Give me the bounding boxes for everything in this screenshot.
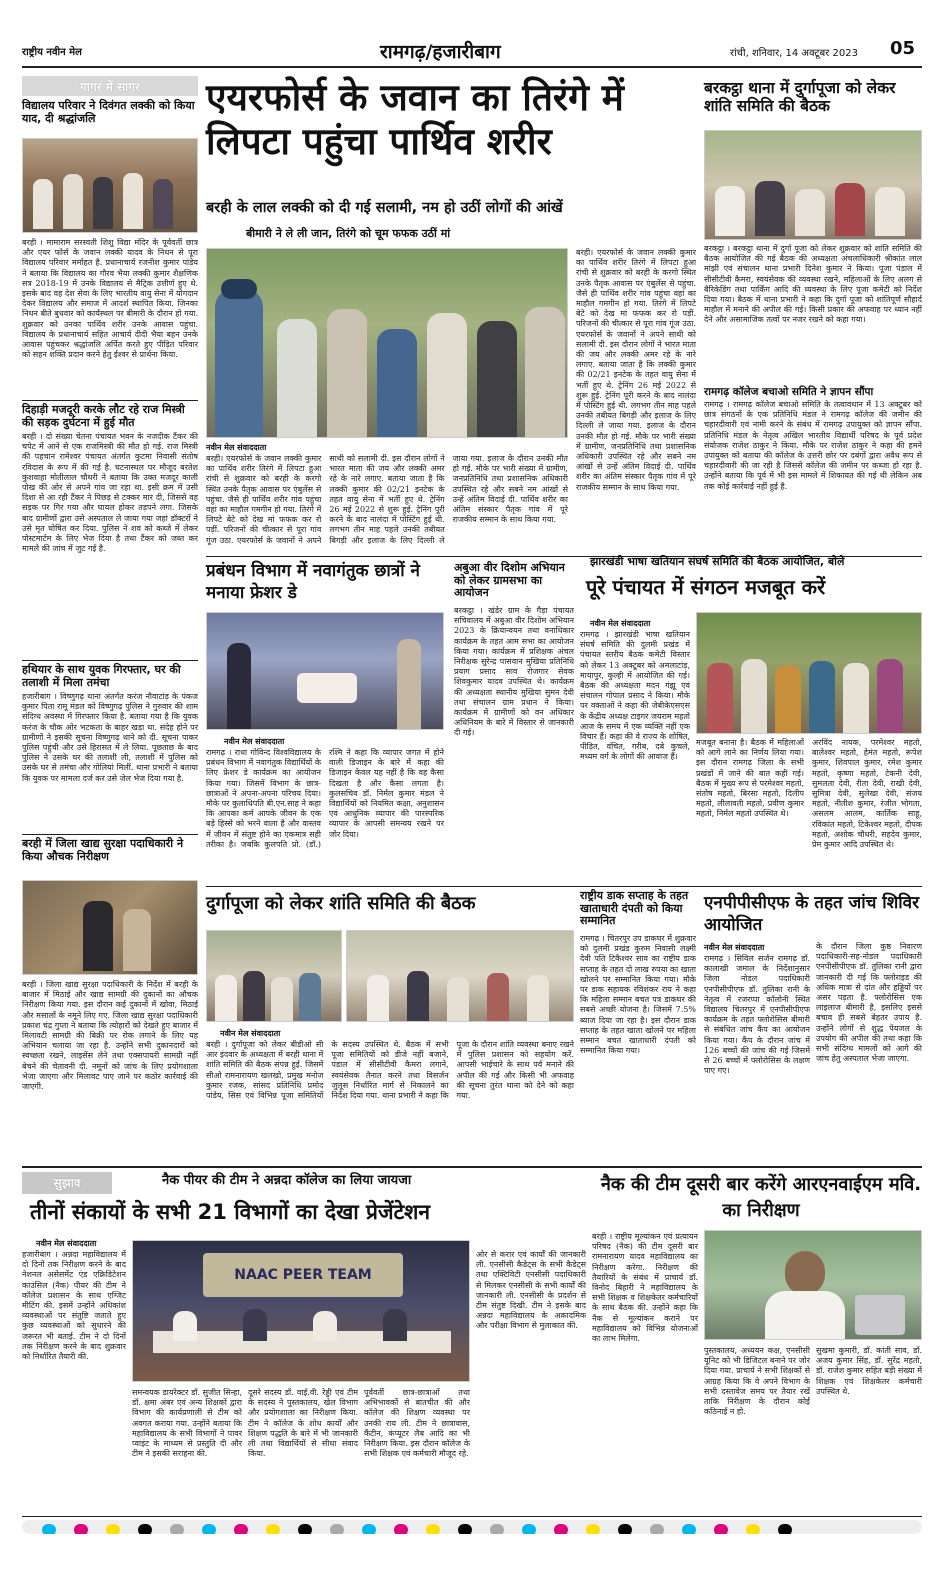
barkatha-meeting-photo (704, 130, 922, 240)
page-number: 05 (890, 38, 916, 59)
footer-rule (22, 1516, 922, 1517)
left-story1-body: बरही । मामाराम सरस्वती शिशु विद्या मंदिर के पूर्ववर्ती छात्र और एयर फोर्स के जवान लक्की यादव के निधन से पूरा विद्यालय परिवार मर्माहत है. प्रधानाचार्य रजनीश कुमार पांडेय ने बताया कि विद्यालय का गौरव भैया लक्की कुमार शैक्षणिक सत्र 2018-19 में उनके विद्यालय से मैट्रिक उत्तीर्ण हुए थे. इसके बाद वह देश सेवा के लिए भारतीय वायु सेना में योगदान देकर विद्यालय और समाज में आदर्श स्थापित किया. जिनका निधन बीते बुधवार को कार्यस्थल पर बीमारी के दौरान हो गया. शुक्रवार को उनका पार्थिव शरीर उनके आवास पहुंचा. विद्यालय के प्रधानाचार्य सहित आचार्य दीदी भैया बहन उनके आवास पहुंचकर श्रद्धांजलि अर्पित करते हुए पीड़ित परिवार को सहन शक्ति प्रदान करने हेतु ईश्वर से प्रार्थना किया. (22, 238, 198, 360)
mid-divider-2 (206, 886, 922, 887)
dak-title: राष्ट्रीय डाक सप्ताह के तहत खाताधारी दंपती को किया सम्मानित (580, 889, 689, 928)
naac-body3: समन्वयक डायरेक्टर डॉ. सुजीत सिन्हा, डॉ. क्षमा अंबर एवं अन्य शिक्षकों द्वारा विभाग की कार्यप्रणाली से टीम को अवगत कराया गया. उन्होंने बताया कि महाविद्यालय के सभी विभागों ने पावर प्वाइंट के माध्यम से प्रस्तुति दी और टीम ने इसकी सराहना की. (132, 1388, 242, 1459)
npf-body1: रामगढ़ । सिविल सर्जन रामगढ़ डॉ. कालाखी जमाल के निर्देशानुसार जिला नोडल पदाधिकारी एनपीसीपीएफ डॉ. तुलिका रानी के नेतृत्व में रजरप्पा कॉलोनी स्थित विद्यालय चितरपुर में एनपीसीपीएफ कार्यक्रम के तहत फ्लोरोसिस बीमारी से संबंधित जांच कैंप का आयोजन किया गया। कैंप के दौरान जांच में 126 बच्चों की जांच की गई जिसमें से 26 बच्चों में फ्लोरोसिस के लक्षण पाए गए। (704, 954, 810, 1076)
food-inspection-photo (22, 880, 198, 975)
left-divider-1 (22, 400, 198, 401)
lead-body-continued-text: बरही। एयरफोर्स के जवान लक्की कुमार का पार्थिव शरीर तिरंगे में लिपटा हुआ रांची से शुक्रवार को बरही के करगो स्थित उनके पैतृक आवास पर एंबुलेंस से पहुंचा. जैसे ही पार्थिव शरीर गांव पहुंचा वहां का माहौल गमगीन हो गया. तिरंगे में लिपटे बेटे को देख मां फफक कर रो पड़ीं. परिजनों की चीत्कार से पूरा गांव गूंज उठा. एयरफोर्स के जवानों ने अपने साथी को सलामी दी. इस दौरान लोगों ने भारत माता की जय और लक्की अमर रहे के नारे लगाए. बताया जाता है कि लक्की कुमार की 02/21 इनटेक के तहत वायु सेना में भर्ती हुए थे. ट्रेनिंग 26 मई 2022 से शुरू हुई. ट्रेनिंग पूरी करने के बाद नालंदा में पोस्टिंग हुई थी. लगभग तीन माह पहले उनकी तबीयत बिगड़ी और इलाज के लिए दिल्ली ले जाया गया. इलाज के दौरान उनकी मौत हो गई. मौके पर भारी संख्या में ग्रामीण, जनप्रतिनिधि तथा प्रशासनिक अधिकारी उपस्थित रहे और सबने नम आंखों से उन्हें अंतिम विदाई दी. पार्थिव शरीर का अंतिम संस्कार पैतृक गांव में पूरे राजकीय सम्मान के साथ किया गया. (576, 248, 696, 492)
left-divider-2 (22, 660, 198, 661)
naac-body2: ओर से करार एवं कार्यों की जानकारी ली. एनसीसी कैडेट्स के सभी कैडेट्स तथा एक्टिविटी एनसीसी पदाधिकारी से मिलकर एनसीसी के सभी कार्यों की जानकारी ली. एनसीसी के प्रदर्शन से टीम संतुष्ट दिखी. टीम ने इसके बाद अन्नदा महाविद्यालय के अकादमिक और परीक्षा विभाग से मुलाकात की. (476, 1250, 586, 1331)
jharkhand-body1: रामगढ़ । झारखंडी भाषा खतियान संघर्ष समिति की दुलमी प्रखंड में पंचायत स्तरीय बैठक कमेटी विस्तार को लेकर 13 अक्टूबर को अमलाटांड़, मायापुर, कुल्ही में आयोजित की गई। बैठक की अध्यक्षता मदन गंझू एवं संचालन गोपाल प्रसाद ने किया। मौके पर वक्ताओं ने कहा की जेबीकेएसएस के केंद्रीय अध्यक्ष टाइगर जयराम महतो आज के समय में एक व्यक्ति नहीं एक विचार हैं। कहा की वे राज्य के शोषित, पीड़ित, वंचित, गरीब, दबे कुचले, मध्यम वर्ग के लोगों की आवाज हैं। (580, 630, 690, 762)
naac-team-photo (132, 1240, 470, 1382)
durga-title: दुर्गापूजा को लेकर शांति समिति की बैठक (206, 893, 476, 914)
naac-banner: NAAC PEER TEAM (203, 1253, 403, 1297)
naac-body5: पूर्ववर्ती छात्र-छात्राओं तथा अभिभावकों से बातचीत की और कॉलेज की शिक्षण व्यवस्था पर उनकी राय ली. टीम ने छात्रावास, कैंटीन, कंप्यूटर लैब आदि का भी निरीक्षण किया. इस दौरान कॉलेज के सभी शिक्षक एवं कर्मचारी मौजूद रहे. (364, 1388, 470, 1459)
durga-meeting-photo (206, 930, 342, 1022)
left-story3-body: हजारीबाग । विष्णुगढ़ थाना अंतर्गत करंज नौवाटांड़ के पंकज कुमार पिता रामू मंडल को विष्णुगढ़ पुलिस ने गुरुवार की शाम संदिग्ध अवस्था में गिरफ्तार किया है. बताया गया है कि युवक करंज के चौक ओर भटकता के बाहर खड़ा था. संदेह होने पर ग्रामीणों ने इसकी सूचना विष्णुगढ़ थाने को दी. सूचना पाकर पुलिस पहुंची और उसे हिरासत में ले लिया. पूछताछ के बाद पुलिस ने उसके घर की तलाशी ली, तलाशी में पुलिस को उसके घर से तमंचा और गोलियां मिलीं. थाना प्रभारी ने बताया कि युवक पर मामला दर्ज कर उसे जेल भेज दिया गया है. (22, 692, 198, 783)
principal-photo (704, 1230, 922, 1340)
fresher-byline: नवीन मेल संवाददाता (224, 737, 285, 746)
paper-logo: राष्ट्रीय नवीन मेल (22, 47, 82, 58)
right1-story2-body: रामगढ़ । रामगढ़ कॉलेज बचाओ समिति के तत्वावधान में 13 अक्टूबर को छात्र संगठनों के एक प्रतिनिधि मंडल ने रामगढ़ कॉलेज की जमीन की चहारदीवारी एवं नामी करने के संबंध में रामगढ़ उपायुक्त को ज्ञापन सौंपा. प्रतिनिधि मंडल के नेतृत्व अखिल भारतीय विद्यार्थी परिषद के पूर्व प्रदेश संयोजक राजेश ठाकुर ने किया. मौके पर राजेश ठाकुर ने कहा की हमने उपायुक्त को बताया की कॉलेज के उत्तरी छोर पर दबंगों द्वारा अवैध रूप से चहारदीवारी की जा रही है जिससे कॉलेज की जमीन पर कब्जा हो रहा है. उन्होंने बताया कि पूर्व में भी इस मामले में शिकायत की गई थी लेकिन अब तक कोई कार्रवाई नहीं हुई है. (704, 400, 922, 491)
right1-body: बरकट्ठा । बरकट्ठा थाना में दुर्गा पूजा को लेकर शुक्रवार को शांति समिति की बैठक आयोजित की गई बैठक की अध्यक्षता अंचलाधिकारी श्रीकांत लाल मांझी एवं संचालन थाना प्रभारी दिनेश कुमार ने किया। पूजा पंडाल में सीसीटीवी कैमरा, स्वयंसेवक की व्यवस्था रखने, महिलाओं के लिए अलग से बैरिकेडिंग तथा पार्किंग आदि की व्यवस्था के लिए पूजा कमेटी को निर्देश दिया गया। बैठक में थाना प्रभारी ने कहा कि दुर्गा पूजा को शांतिपूर्ण सौहार्द माहौल में मनाने की अपील की गई। किसी प्रकार की अफवाह पर ध्यान नहीं देने और असामाजिक तत्वों पर नजर रखने को कहा गया। (704, 244, 922, 325)
npf-body2: के दौरान जिला कुष्ठ निवारण पदाधिकारी-सह-नोडल पदाधिकारी एनपीसीपीएफ डॉ. तुलिका रानी द्वारा जानकारी दी गई कि फ्लोराइड की अधिक मात्रा से दांत और हड्डियों पर असर पड़ता है. फ्लोरोसिस एक लाइलाज बीमारी है, इसलिए इससे बचाव ही सबसे बेहतर उपाय है. उन्होंने लोगों से शुद्ध पेयजल के उपयोग की अपील की तथा कहा कि सभी संदिग्ध मामलों को आगे की जांच हेतु अस्पताल भेजा जाएगा. (816, 942, 922, 1064)
left-divider-3 (22, 834, 198, 835)
lead-subheadline-2: बीमारी ने ले ली जान, तिरंगे को चूम फफक उठीं मां (246, 227, 451, 240)
fresher-body: रामगढ़ । राधा गोविन्द विश्वविद्यालय के प्रबंधन विभाग में नवागंतुक विद्यार्थियों के लिए फ्रेशर डे कार्यक्रम का आयोजन किया गया। जिसमें विभाग के छात्र-छात्राओं ने अपना-अपना परिचय दिया। मौके पर कुलाधिपति बी.एन.साह ने कहा कि आपका कर्म आपके जीवन के एक बड़े हिस्से को भरने वाला है और वास्तव में जीवन में संतुष्ट होने का एकमात्र सही तरीका है। जबकि कुलपति प्रो. (डॉ.) रश्मि ने कहा कि व्यापार जगत में होने वाली डिजाइन के बारे में कहा की डिजाइन केवल यह नहीं है कि वह कैसा दिखता है और कैसा लगता है। कुलसचिव डॉ. निर्मल कुमार मंडल ने विद्यार्थियों को नियमित कक्षा, अनुशासन एवं आधुनिक व्यापार की पारस्परिक व्यापार के आपसी समन्वय रखने पर जोर दिया। (206, 748, 444, 849)
right1-story2-title: रामगढ़ कॉलेज बचाओ समिति ने ज्ञापन सौंपा (704, 386, 874, 398)
naac-byline: नवीन मेल संवाददाता (36, 1239, 97, 1248)
lead-headline: एयरफोर्स के जवान का तिरंगे में लिपटा पहुंचा पार्थिव शरीर (206, 76, 624, 163)
durga-body: बरही । दुर्गापूजा को लेकर बीडीओ सी आर इंदवार के अध्यक्षता में बरही थाना में शांति समिति की बैठक संपन्न हुई. जिसमें सीओ रामनारायण खलखो, प्रमुख मनोज कुमार रजक, सांसद प्रतिनिधि प्रमोद पांडेय, सिस एवं विभिन्न पूजा समितियों के सदस्य उपस्थित थे. बैठक में सभी पूजा समितियों को डीजे नहीं बजाने, पंडाल में सीसीटीवी कैमरा लगाने, स्वयंसेवक तैनात करने तथा विसर्जन जुलूस निर्धारित मार्ग से निकालने का निर्देश दिया गया. थाना प्रभारी ने कहा कि पूजा के दौरान शांति व्यवस्था बनाए रखने में पुलिस प्रशासन को सहयोग करें. आपसी भाईचारे के साथ पर्व मनाने की अपील की गई और किसी भी अफवाह की सूचना तुरंत थाना को देने को कहा गया. (206, 1040, 574, 1101)
jharkhand-kicker: झारखंडी भाषा खतियान संघर्ष समिति की बैठक आयोजित, बोले (590, 555, 845, 568)
left-story3-title: हथियार के साथ युवक गिरफ्तार, घर की तलाशी में मिला तमंचा (22, 663, 181, 689)
nai-body3: सुखमा कुमारी, डॉ. कांती साव, डॉ. अजय कुमार सिंह, डॉ. सुरेंद्र महतो, डॉ. राजेश कुमार सहित बड़ी संख्या में शिक्षक एवं शिक्षकेतर कर्मचारी उपस्थित थे. (816, 1346, 922, 1396)
left-story2-body: बरही । दो संख्या चेतना पंचायत भवन के नजदीक टैंकर की चपेट में आने से एक राजमिस्त्री की मौत हो गई. राज मिस्त्री की पहचान रामेश्वर पंचायत अंतर्गत कुटमा निवासी संतोष रविदास के रूप में की गई है. घटनास्थल पर मौजूद बरतेश कुशवाहा मोतीलाल चौधरी ने बताया कि उक्त मजदूर काली पोख की ओर से अपने गांव जा रहा था. इसी क्रम में उसी दिशा से आ रही टैंकर ने पिछड़ से टक्कर मार दी, जिससे वह सड़क पर गिर गया और घायल होकर तड़पने लगा. जिसके बाद ग्रामीणों द्वारा उसे अस्पताल ले जाया गया जहां डॉक्टरों ने उसे मृत घोषित कर दिया. पुलिस ने शव को कब्जे में लेकर पोस्टमार्टम के लिए भेज दिया है तथा टैंकर को जब्त कर मामले की जांच में जुट गई है. (22, 432, 198, 554)
abua-title: अबुआ वीर दिशोम अभियान को लेकर ग्रामसभा का आयोजन (454, 561, 565, 600)
bottom-divider (22, 1166, 922, 1168)
right1-title: बरकट्ठा थाना में दुर्गापूजा को लेकर शांति समिति की बैठक (704, 79, 896, 115)
nai-body1: बरही । राष्ट्रीय मूल्यांकन एवं प्रत्यायन परिषद (नैक) की टीम दूसरी बार रामनारायण यादव महाविद्यालय का निरीक्षण करेगा. निरीक्षण की तैयारियों के संबंध में प्राचार्य डॉ. विनोद बिहारी ने महाविद्यालय के सभी शिक्षक व शिक्षकेतर कर्मचारियों के साथ बैठक की. उन्होंने कहा कि नैक से मूल्यांकन कराने पर महाविद्यालय को विभिन्न योजनाओं का लाभ मिलेगा. (592, 1232, 698, 1344)
school-tribute-photo (22, 138, 198, 233)
lead-byline: नवीन मेल संवाददाता (206, 443, 267, 452)
naac-title: तीनों संकायों के सभी 21 विभागों का देखा प्रेजेंटेशन (30, 1200, 431, 1224)
abua-body: बरकट्ठा । खंडेर ग्राम के गैड़ा पंचायत सचिवालय में अबुआ वीर दिशोम अभियान 2023 के क्रियान्वयन तथा वनाधिकार कार्यक्रम के तहत आम सभा का आयोजन किया गया। कार्यक्रम में प्रशिक्षक अंचल निरीक्षक सुरेन्द्र पासवान मुखिया प्रतिनिधि प्रयाग प्रसाद साव रोजगार सेवक शिवकुमार यादव उपस्थित थे। कार्यक्रम की अध्यक्षता स्थानीय मुखिया सुमन देवी तथा संचालन ग्राम प्रधान ने किया। कार्यक्रम में ग्रामीणों को वन अधिकार अधिनियम के बारे में विस्तार से जानकारी दी गई। (454, 606, 574, 738)
dak-body: रामगढ़ । चितरपुर उप डाकघर में शुक्रवार को दुलमी प्रखंड कुरुम निवासी लक्ष्मी देवी पति टिकैश्वर साव का राष्ट्रीय डाक सप्ताह के तहत दो लाख रुपया का खाता खोलने पर सम्मानित किया गया। मौके पर डाक सहायक रविशंकर राय ने कहा कि महिला सम्मान बचत पत्र डाकघर की सबसे अच्छी योजना है। जिसमें 7.5% ब्याज दिया जा रहा है। इस दौरान डाक सप्ताह के तहत खाता खोलने पर महिला सम्मान बचत खाताधारी दंपती को सम्मानित किया गया। (580, 934, 696, 1056)
jharkhand-byline: नवीन मेल संवाददाता (590, 619, 651, 628)
color-registration-bar (22, 1520, 922, 1534)
durga-byline: नवीन मेल संवाददाता (220, 1029, 281, 1038)
left-story1-title: विद्यालय परिवार ने दिवंगत लक्की को किया याद, दी श्रद्धांजलि (22, 99, 195, 125)
section-title: रामगढ़/हजारीबाग (380, 41, 501, 63)
naac-body1: हजारीबाग । अन्नदा महाविद्यालय में दो दिनों तक निरीक्षण करने के बाद नेशनल असेसमेंट एंड एक्रिडिटेशन काउंसिल (नैक) पीयर की टीम ने कॉलेज प्रशासन के साथ एग्जिट मीटिंग की. इसमें उन्होंने अधिकांश व्यवस्थाओं पर संतुष्टि जताते हुए कुछ व्यवस्थाओं को सुधारने की जरूरत भी बताई. टीम ने दो दिनों तक निरीक्षण करने के बाद शुक्रवार को निर्धारित तैयारी की. (22, 1250, 126, 1362)
jharkhand-meeting-photo (696, 612, 922, 734)
nai-title: नैक की टीम दूसरी बार करेंगे आरएनवाईएम मवि. का निरीक्षण (600, 1174, 922, 1221)
fresher-title: प्रबंधन विभाग में नवागंतुक छात्रों ने मनाया फ्रेशर डे (206, 561, 420, 603)
npf-title: एनपीपीसीएफ के तहत जांच शिविर आयोजित (704, 893, 920, 935)
airforce-salute-photo (206, 248, 568, 438)
left-tag: गागर में सागर (22, 76, 198, 96)
npf-byline: नवीन मेल संवाददाता (704, 943, 765, 952)
fresher-cake-photo (206, 612, 444, 730)
durga-meeting-photo-2 (346, 930, 574, 1022)
jharkhand-body2: मजबूत बनाना है। बैठक में महिलाओं को आगे लाने का निर्णय लिया गया। इस दौरान रामगढ़ जिला के सभी प्रखंडों में जाने की बात कही गई। बैठक में मुख्य रूप से परमेश्वर महतो, संतोष महतो, बिरसा महतो, दिलीप महतो, लीलावती महतो, प्रवीण कुमार महतो, निर्मल महतो उपस्थित थे। (696, 738, 804, 819)
jharkhand-body3: अरविंद नायक, परमेश्वर महतो, बालेश्वर महतो, हेमंत महतो, रूपेश कुमार, शिवपाल कुमार, रमेश कुमार महतो, कृष्णा महतो, टेकनी देवी, सुमलता देवी, रीता देवी, राखी देवी, सुमित्रा देवी, सुलेखा देवी, संजय महतो, नीतीश कुमार, रंजीत भोगता, असलम आलम, कार्तिक साहू, रविकांत महतो, टिकेश्वर महतो, दीपक महतो, अशोक चौधरी, सहदेव कुमार, प्रेम कुमार आदि उपस्थित थे। (812, 738, 922, 850)
left-story4-body: बरही । जिला खाद्य सुरक्षा पदाधिकारी के निर्देश में बरही के बाजार में मिठाई और खाद्य सामग्री की दुकानों का औचक निरीक्षण किया गया. इस दौरान कई दुकानों में खोवा, मिठाई और मसालों के नमूने लिए गए. जिला खाद्य सुरक्षा पदाधिकारी प्रकाश चंद्र गुप्ता ने बताया कि त्योहारों को देखते हुए बाजार में मिलावटी सामग्री की बिक्री पर रोक लगाने के लिए यह अभियान चलाया जा रहा है. उन्होंने सभी दुकानदारों को स्वच्छता रखने, लाइसेंस लेने तथा एक्सपायरी सामग्री नहीं बेचने की चेतावनी दी. नमूनों को जांच के लिए प्रयोगशाला भेजा जाएगा और मिलावट पाए जाने पर कठोर कार्रवाई की जाएगी. (22, 980, 198, 1092)
nai-body2: पुस्तकालय, अध्ययन कक्ष, एनसीसी यूनिट को भी डिजिटल बनाने पर जोर दिया गया. प्राचार्य ने सभी शिक्षकों से आग्रह किया कि वे अपने विभाग के सभी दस्तावेज समय पर तैयार रखें ताकि निरीक्षण के दौरान कोई कठिनाई न हो. (704, 1346, 810, 1417)
masthead-rule (22, 66, 922, 68)
left-story2-title: दिहाड़ी मजदूरी करके लौट रहे राज मिस्त्री की सड़क दुर्घटना में हुई मौत (22, 403, 185, 429)
naac-body4: दूसरे सदस्य डॉ. वाई.वी. रेड्डी एवं टीम के सदस्य ने पुस्तकालय, खेल विभाग और प्रयोगशाला का निरीक्षण किया. टीम ने कॉलेज के शोध कार्यों और शिक्षण पद्धति के बारे में भी जानकारी ली तथा विद्यार्थियों से सीधा संवाद किया. (248, 1388, 358, 1459)
lead-body-continued (576, 248, 696, 553)
left-story4-title: बरही में जिला खाद्य सुरक्षा पदाधिकारी ने किया औचक निरीक्षण (22, 837, 184, 863)
jharkhand-title: पूरे पंचायत में संगठन मजबूत करें (586, 575, 826, 599)
naac-kicker: नैक पीयर की टीम ने अन्नदा कॉलेज का लिया जायजा (162, 1173, 412, 1188)
lead-body: बरही। एयरफोर्स के जवान लक्की कुमार का पार्थिव शरीर तिरंगे में लिपटा हुआ रांची से शुक्रवार को बरही के करगो स्थित उनके पैतृक आवास पर एंबुलेंस से पहुंचा. जैसे ही पार्थिव शरीर गांव पहुंचा वहां का माहौल गमगीन हो गया. तिरंगे में लिपटे बेटे को देख मां फफक कर रो पड़ीं. परिजनों की चीत्कार से पूरा गांव गूंज उठा. एयरफोर्स के जवानों ने अपने साथी को सलामी दी. इस दौरान लोगों ने भारत माता की जय और लक्की अमर रहे के नारे लगाए. बताया जाता है कि लक्की कुमार की 02/21 इनटेक के तहत वायु सेना में भर्ती हुए थे. ट्रेनिंग 26 मई 2022 से शुरू हुई. ट्रेनिंग पूरी करने के बाद नालंदा में पोस्टिंग हुई थी. लगभग तीन माह पहले उनकी तबीयत बिगड़ी और इलाज के लिए दिल्ली ले जाया गया. इलाज के दौरान उनकी मौत हो गई. मौके पर भारी संख्या में ग्रामीण, जनप्रतिनिधि तथा प्रशासनिक अधिकारी उपस्थित रहे और सबने नम आंखों से उन्हें अंतिम विदाई दी. पार्थिव शरीर का अंतिम संस्कार पैतृक गांव में पूरे राजकीय सम्मान के साथ किया गया. (206, 454, 568, 545)
masthead (22, 36, 922, 66)
lead-subheadline: बरही के लाल लक्की को दी गई सलामी, नम हो उठीं लोगों की आंखें (206, 200, 563, 216)
issue-date: रांची, शनिवार, 14 अक्टूबर 2023 (730, 48, 858, 59)
bottom-tag: सुझाव (22, 1172, 112, 1194)
